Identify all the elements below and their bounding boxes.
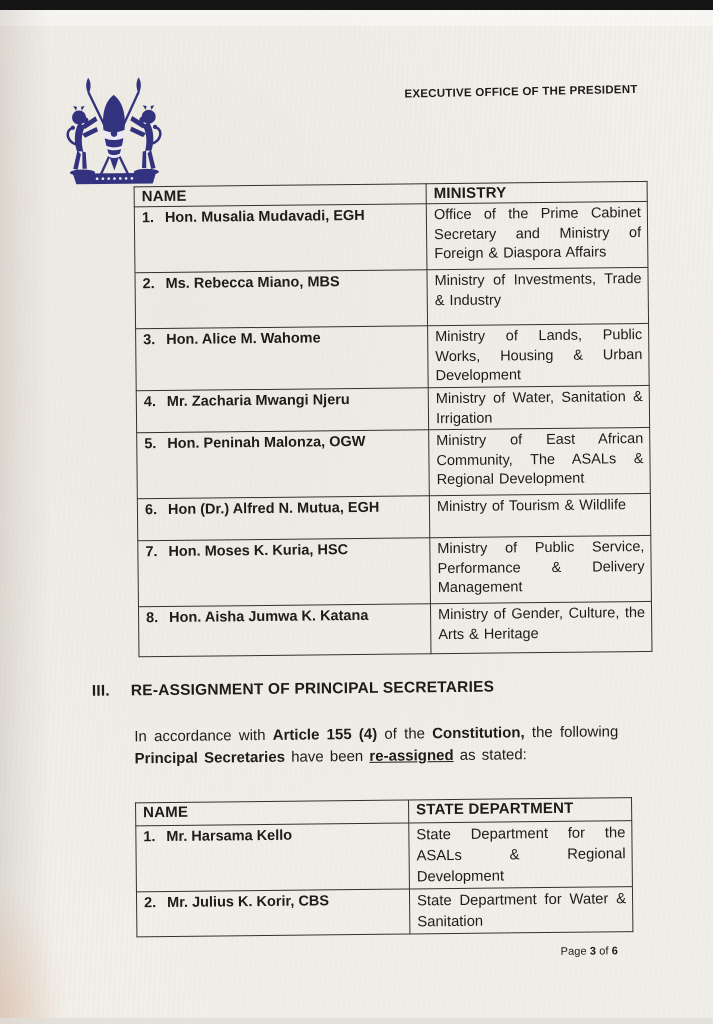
principal-secretaries-table: [135, 797, 633, 937]
col-header-name: NAME: [136, 800, 409, 826]
page-word: Page: [560, 945, 587, 958]
minister-name: Hon. Alice M. Wahome: [166, 330, 321, 348]
minister-name-cell: [137, 496, 429, 541]
total-pages: 6: [611, 945, 619, 958]
page-number: 3: [589, 945, 597, 958]
table-row: [137, 427, 651, 498]
kenya-coat-of-arms-icon: [49, 76, 178, 195]
state-department-cell: State Department for Water & Sanitation: [409, 887, 632, 934]
para-text: of the: [377, 725, 433, 743]
col-header-name: NAME: [134, 184, 426, 207]
cabinet-ministers-table: [134, 181, 653, 657]
ministry-cell: Ministry of Gender, Culture, the Arts & Heritage: [430, 601, 652, 653]
table-row: [138, 601, 651, 656]
of-word: of: [599, 945, 609, 958]
ministry-cell: Ministry of Investments, Trade & Industry: [427, 267, 649, 325]
row-number: 1.: [143, 829, 156, 846]
table-row: [134, 201, 648, 272]
ministry-cell: Ministry of East African Community, The ASALs & Regional Development: [429, 427, 651, 495]
minister-name-cell: [134, 204, 427, 273]
ministry-cell: Ministry of Tourism & Wildlife: [429, 493, 650, 537]
row-number: 4.: [143, 394, 157, 411]
minister-name: Ms. Rebecca Miano, MBS: [165, 274, 340, 292]
table-row: [136, 887, 632, 937]
para-text: the following: [524, 723, 619, 742]
minister-name-cell: [135, 270, 428, 329]
para-text: In accordance with: [134, 726, 273, 746]
col-header-state-department: STATE DEPARTMENT: [409, 798, 632, 823]
minister-name: Hon. Moses K. Kuria, HSC: [168, 542, 349, 560]
para-text-bold: Article 155 (4): [272, 725, 378, 744]
minister-name: Hon. Peninah Malonza, OGW: [167, 433, 366, 452]
ministry-cell: Ministry of Lands, Public Works, Housing & Urban Development: [428, 323, 650, 387]
table-row: [136, 323, 650, 390]
row-number: 7.: [145, 544, 158, 561]
org-title: EXECUTIVE OFFICE OF THE PRESIDENT: [404, 83, 638, 101]
minister-name: Hon (Dr.) Alfred N. Mutua, EGH: [167, 499, 380, 518]
ministry-cell: Ministry of Water, Sanitation & Irrigation: [428, 385, 649, 429]
row-number: 6.: [144, 502, 158, 519]
page-number-indicator: [561, 945, 618, 958]
secretary-name: Mr. Julius K. Korir, CBS: [167, 893, 330, 912]
row-number: 2.: [142, 276, 155, 293]
minister-name-cell: [138, 538, 431, 607]
table-row: [138, 535, 652, 606]
para-text: as stated:: [453, 745, 527, 764]
section-paragraph: [134, 721, 618, 769]
para-text-bold: Constitution,: [432, 724, 525, 743]
row-number: 3.: [143, 332, 156, 349]
secretary-name-cell: [136, 823, 410, 892]
minister-name: Hon. Musalia Mudavadi, EGH: [164, 207, 365, 226]
para-text-bold-underline: re-assigned: [369, 746, 454, 765]
table-row: [136, 385, 649, 432]
section-numeral: III.: [91, 682, 110, 700]
state-department-cell: State Department for the ASALs & Regional Development: [409, 821, 633, 889]
minister-name-cell: [136, 388, 428, 433]
table-row: [137, 493, 650, 540]
row-number: 5.: [144, 436, 157, 453]
scan-top-black-bar: [0, 0, 713, 10]
minister-name: Hon. Aisha Jumwa K. Katana: [169, 607, 369, 626]
table-row: [136, 821, 633, 892]
section-heading: [92, 679, 494, 701]
table-row: [135, 267, 649, 328]
minister-name-cell: [137, 430, 430, 499]
row-number: 2.: [144, 895, 157, 912]
para-text: have been: [284, 747, 370, 766]
para-text-bold: Principal Secretaries: [134, 748, 286, 767]
minister-name: Mr. Zacharia Mwangi Njeru: [166, 392, 350, 410]
section-title: RE-ASSIGNMENT OF PRINCIPAL SECRETARIES: [130, 678, 495, 700]
col-header-ministry: MINISTRY: [426, 181, 647, 203]
row-number: 8.: [146, 610, 159, 627]
secretary-name: Mr. Harsama Kello: [166, 827, 293, 846]
row-number: 1.: [141, 210, 155, 227]
minister-name-cell: [138, 604, 431, 657]
secretary-name-cell: [136, 889, 409, 937]
ministry-cell: Office of the Prime Cabinet Secretary and Ministry of Foreign & Diaspora Affairs: [426, 201, 648, 269]
ministry-cell: Ministry of Public Service, Performance & Delivery Management: [430, 535, 652, 603]
minister-name-cell: [136, 326, 429, 391]
